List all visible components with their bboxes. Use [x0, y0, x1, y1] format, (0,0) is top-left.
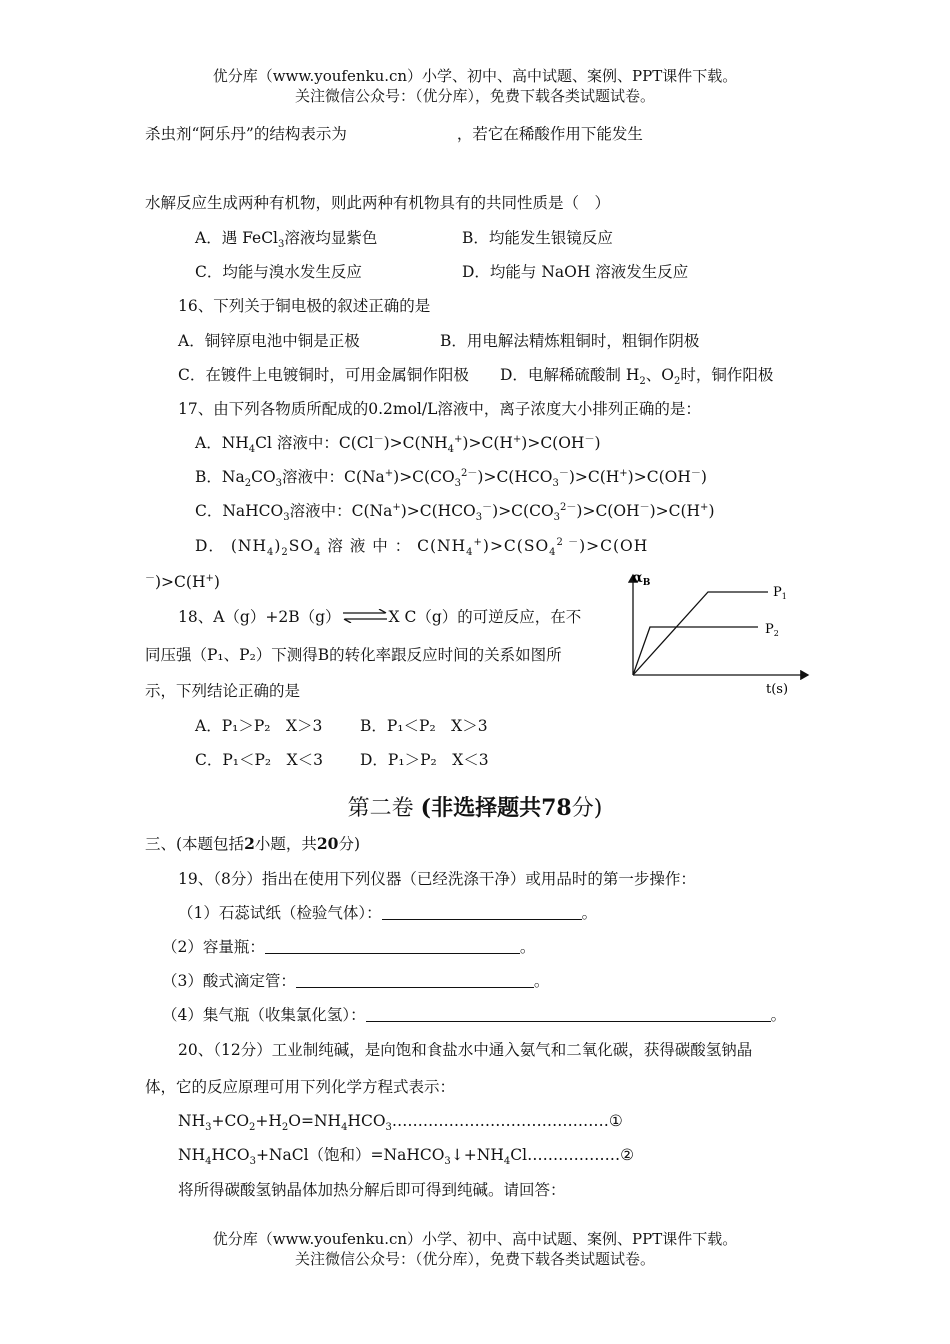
q18-option-b: B．P₁＜P₂ X＞3 [360, 717, 488, 735]
q15-stem-line1 [145, 124, 643, 144]
q19-stem: 19、（8分）指出在使用下列仪器（已经洗涤干净）或用品时的第一步操作： [178, 870, 696, 888]
q18-conversion-graph [620, 565, 820, 705]
q16-stem: 16、下列关于铜电极的叙述正确的是 [178, 297, 431, 315]
q18-option-d: D．P₁＞P₂ X＜3 [360, 751, 489, 769]
graph-y-label: $\alpha_B$ [632, 570, 651, 588]
q15-stem-line2: 水解反应生成两种有机物，则此两种有机物具有的共同性质是（ ） [145, 194, 611, 212]
q20-equation-2: $NH_4HCO_3+NaCl$（饱和）$=NaHCO_3↓+NH_4Cl\dots\dots\dots\dots\dots\dots ②$ [178, 1146, 634, 1168]
q18-option-a: A．P₁＞P₂ X＞3 [195, 717, 323, 735]
q17-option-d: D． $(NH_4)_2SO_4$ 溶 液 中 ： $C(NH_4^+)>C(SO_4^{2 -})>C(OH$ [195, 536, 649, 559]
footer-line-1: 优分库（www.youfenku.cn）小学、初中、高中试题、案例、PPT课件下载。 [212, 1230, 738, 1248]
header-line-2: 关注微信公众号：（优分库），免费下载各类试题试卷。 [294, 87, 655, 105]
q16-option-b: B．用电解法精炼粗铜时，粗铜作阴极 [440, 332, 700, 350]
q15-option-b: B．均能发生银镜反应 [462, 229, 613, 247]
q20-stem-line2: 体，它的反应原理可用下列化学方程式表示： [145, 1078, 456, 1096]
graph-x-label: t(s) [766, 682, 789, 697]
q18-stem-line1: 18、A（g）+2B（g） X C（g）的可逆反应，在不 [178, 608, 582, 626]
footer-line-2: 关注微信公众号：（优分库），免费下载各类试题试卷。 [294, 1250, 655, 1268]
header-line-1: 优分库（www.youfenku.cn）小学、初中、高中试题、案例、PPT课件下载。 [212, 67, 738, 85]
q18-stem-line2: 同压强（P₁、P₂）下测得B的转化率跟反应时间的关系如图所 [145, 646, 562, 664]
q20-stem-line1: 20、（12分）工业制纯碱，是向饱和食盐水中通入氨气和二氧化碳，获得碳酸氢钠晶 [178, 1041, 753, 1059]
q19-answer-blank-4[interactable] [366, 1006, 771, 1022]
q17-stem: 17、由下列各物质所配成的0.2mol/L溶液中，离子浓度大小排列正确的是： [178, 400, 701, 418]
graph-label-p1: $P_1$ [773, 585, 787, 601]
q18-stem-line3: 示，下列结论正确的是 [145, 682, 301, 700]
graph-label-p2: $P_2$ [765, 622, 779, 638]
part2-title: 第二卷 (非选择题共78分) [347, 795, 603, 821]
q19-item-4: （4）集气瓶（收集氯化氢）： 。 [162, 1006, 787, 1024]
q19-item-3: （3）酸式滴定管： 。 [162, 972, 550, 990]
q17-option-a: A．$NH_4Cl$ 溶液中：$C(Cl^-)>C(NH_4^+)>C(H^+)>C(OH^-)$ [195, 433, 601, 456]
q15-option-c: C．均能与溴水发生反应 [195, 263, 362, 281]
q19-answer-blank-3[interactable] [296, 972, 534, 988]
q15-option-d: D．均能与 NaOH 溶液发生反应 [462, 263, 689, 281]
q15-option-a: A．遇 FeCl$_3$溶液均显紫色 [195, 229, 378, 251]
graph-curve-p1 [633, 592, 768, 675]
q17-option-d-cont: －)>C(H+) [145, 572, 220, 591]
q15-stem-a: 杀虫剂“阿乐丹”的结构表示为 [145, 125, 347, 143]
q20-closing: 将所得碳酸氢钠晶体加热分解后即可得到纯碱。请回答： [178, 1181, 566, 1199]
equilibrium-arrow-icon [341, 609, 389, 623]
graph-curve-p2 [633, 627, 758, 675]
q17-option-b: B．$Na_2CO_3$溶液中：$C(Na^+)>C(CO_3^{2-})>C(HCO_3^-)>C(H^+)>C(OH^-)$ [195, 467, 707, 490]
q19-answer-blank-1[interactable] [382, 904, 582, 920]
q16-option-a: A．铜锌原电池中铜是正极 [178, 332, 360, 350]
q15-stem-b: ，若它在稀酸作用下能发生 [456, 125, 643, 143]
q17-option-c: C．NaHCO$_3$溶液中：$C(Na^+)>C(HCO_3^-)>C(CO_3^{2-})>C(OH^-)>C(H^+)$ [195, 501, 715, 524]
section3-heading: 三、(本题包括2小题，共20分) [145, 834, 361, 853]
q19-item-1: （1）石蕊试纸（检验气体）： 。 [178, 904, 598, 922]
q16-option-d: D．电解稀硫酸制 $H_2$、$O_2$时，铜作阳极 [500, 366, 774, 388]
q16-option-c: C．在镀件上电镀铜时，可用金属铜作阳极 [178, 366, 469, 384]
q18-option-c: C．P₁＜P₂ X＜3 [195, 751, 324, 769]
q20-equation-1: $NH_3+CO_2+H_2O=NH_4HCO_3\dots\dots\dots\dots\dots\dots\dots\dots\dots\dots\dots\dots\dots\dots ①$ [178, 1112, 623, 1134]
q19-answer-blank-2[interactable] [265, 938, 520, 954]
q19-item-2: （2）容量瓶： 。 [162, 938, 536, 956]
